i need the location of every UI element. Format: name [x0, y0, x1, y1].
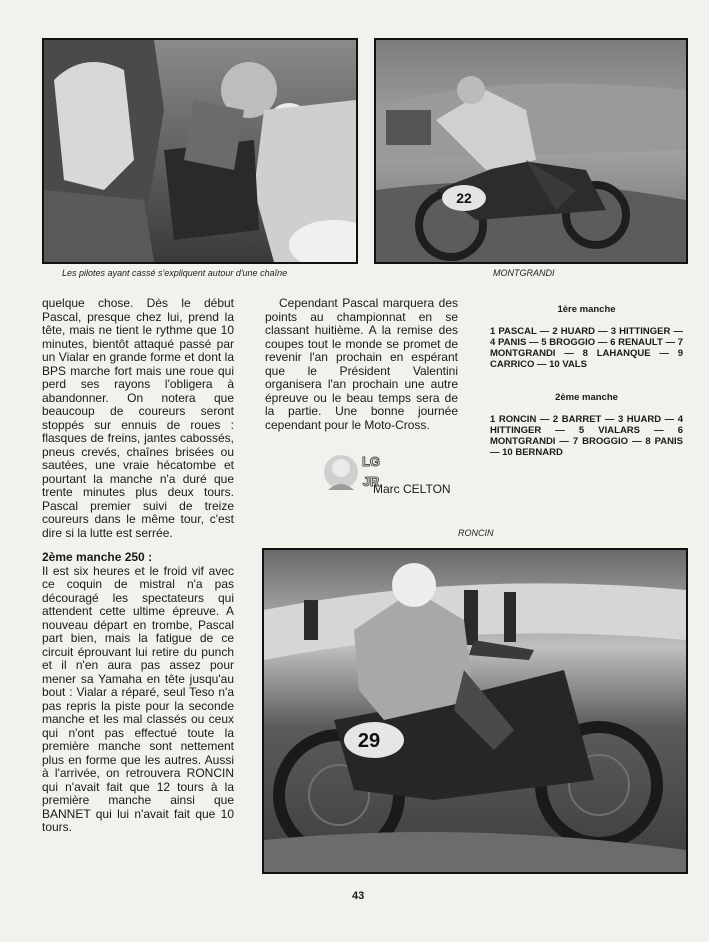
- page-number: 43: [352, 890, 365, 902]
- photo-caption-montgrandi: MONTGRANDI: [493, 268, 555, 278]
- photo-riders-chain: [42, 38, 358, 264]
- results-list-manche-1: 1 PASCAL — 2 HUARD — 3 HITTINGER — 4 PANIS — 5 BROGGIO — 6 RENAULT — 7 MONTGRANDI — 8 LAHANQUE — 9 CARRICO — 10 VALS: [490, 326, 683, 370]
- svg-text:LG: LG: [361, 454, 381, 469]
- roncin-number-plate: 29: [357, 730, 381, 752]
- svg-text:JR: JR: [362, 474, 380, 489]
- photo-caption-chain: Les pilotes ayant cassé s'expliquent autour d'une chaîne: [62, 268, 288, 278]
- photo-caption-roncin: RONCIN: [458, 528, 494, 538]
- results-list-manche-2: 1 RONCIN — 2 BARRET — 3 HUARD — 4 HITTINGER — 5 VIALARS — 6 MONTGRANDI — 7 BROGGIO — 8 PANIS — 10 BERNARD: [490, 414, 683, 458]
- article-column-1: [42, 297, 234, 835]
- section-heading-manche-2: 2ème manche 250 :: [42, 550, 153, 564]
- results-heading-manche-1: 1ère manche: [557, 304, 616, 315]
- montgrandi-number-plate: 22: [456, 190, 472, 206]
- results-heading-manche-2: 2ème manche: [555, 392, 618, 403]
- photo-roncin: [262, 548, 688, 874]
- author-byline: Marc CELTON: [373, 482, 451, 496]
- article-paragraph: Cependant Pascal marquera des points au championnat en se classant huitième. A la remise des coupes tout le monde se promet de revenir l'an prochain en espérant que le Président Valentini organisera l'an prochain une autre épreuve ou le beau temps sera de la partie. Une bonne journée cependant pour le Moto-Cross.: [265, 296, 458, 432]
- photo-montgrandi: [374, 38, 688, 264]
- article-column-2: [265, 297, 458, 432]
- article-paragraph: Il est six heures et le froid vif avec ce coquin de mistral n'a pas découragé les spectateurs qui attendent cette ultime épreuve. A nouveau départ en trombe, Pascal part bien, mais la fatigue de ce circuit éprouvant lui retire du punch et il n'en aura pas assez pour mener sa Yamaha en tête jusqu'au bout : Vialar a réparé, seul Teso n'a pas repris la piste pour la seconde manche et les mal classés ou ceux qui n'ont pas effectué toute la première manche sont nettement plus en forme que les autres. Aussi à l'arrivée, on retrouvera RONCIN qui n'avait fait que 12 tours à la première manche ainsi que BANNET qui lui n'avait fait que 10 tours.: [42, 563, 234, 834]
- article-paragraph: quelque chose. Dès le début Pascal, presque chez lui, prend la tête, mais ne tient le rythme que 10 minutes, bientôt attaqué passé par un Vialar en grande forme et dont la BPS marche fort mais une roue qui perd ses rayons l'obligera à abandonner. On notera que beaucoup de coureurs seront stoppés sur ennuis de roues : flasques de freins, jantes cabossés, pneus crevés, chaînes brisées ou sautées, une vraie hécatombe et pourtant la manche n'a duré que trente minutes plus deux tours. Pascal premier suivi de treize coureurs dans le même tour, c'est dire si la lutte est serrée.: [42, 296, 234, 540]
- race-results: [490, 304, 683, 458]
